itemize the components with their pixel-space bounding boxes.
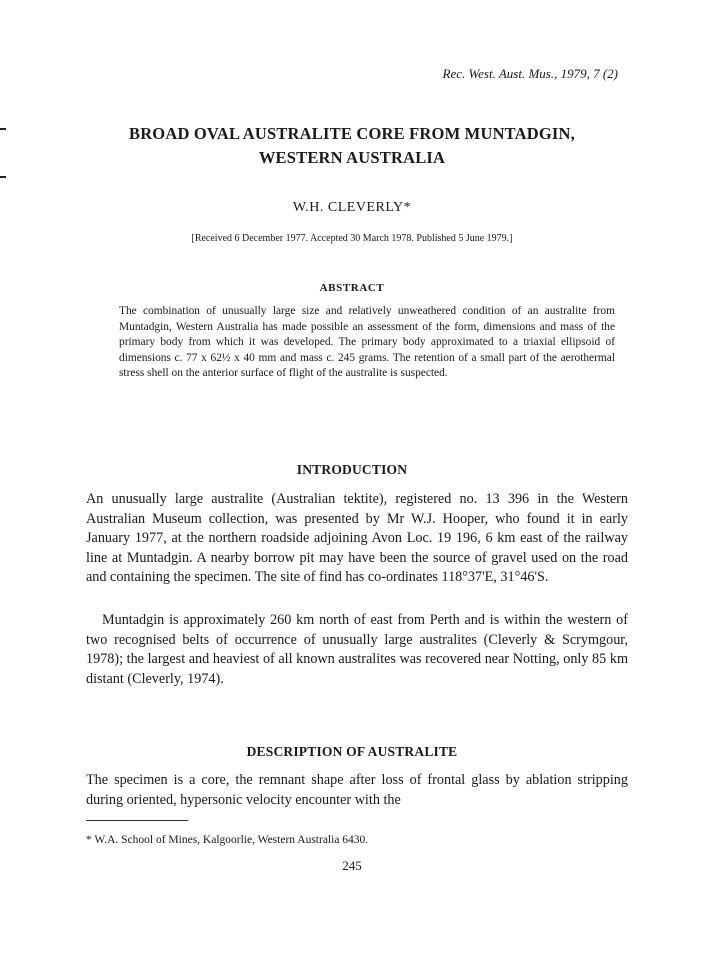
introduction-heading: INTRODUCTION: [296, 462, 408, 477]
footnote: * W.A. School of Mines, Kalgoorlie, Western Australia 6430.: [86, 834, 369, 846]
scan-edge-mark: [0, 176, 6, 178]
introduction-paragraph-1: An unusually large australite (Australian tektite), registered no. 13 396 in the Western Australian Museum collection, was presented by Mr W.J. Hooper, who found it in early January 1977, at the northern roadside adjoining Avon Loc. 19 196, 6 km east of the railway line at Muntadgin. A nearby borrow pit may have been the source of gravel used on the road and containing the specimen. The site of find has co-ordinates 118°37'E, 31°46'S.: [86, 491, 628, 586]
scan-top-edge-marks: [0, 0, 704, 6]
abstract-heading: ABSTRACT: [319, 282, 385, 294]
title-line-2: WESTERN AUSTRALIA: [258, 148, 446, 167]
abstract-text: The combination of unusually large size and relatively unweathered condition of an australite from Muntadgin, Western Australia has made possible an assessment of the form, dimensions and mass of the primary body from which it was developed. The primary body approximated to a triaxial ellipsoid of dimensions c. 77 x 62½ x 40 mm and mass c. 245 grams. The retention of a small part of the aerothermal stress shell on the anterior surface of flight of the australite is suspected.: [119, 305, 615, 380]
author-name: W.H. CLEVERLY*: [292, 200, 412, 215]
description-paragraph-1: The specimen is a core, the remnant shape after loss of frontal glass by ablation stripping during oriented, hypersonic velocity encounter with the: [86, 772, 628, 808]
page-number: 245: [342, 858, 362, 873]
journal-reference: Rec. West. Aust. Mus., 1979, 7 (2): [442, 66, 618, 81]
title-line-1: BROAD OVAL AUSTRALITE CORE FROM MUNTADGIN,: [128, 124, 575, 143]
received-dates: [Received 6 December 1977. Accepted 30 March 1978. Published 5 June 1979.]: [191, 233, 513, 244]
article-title: [0, 122, 704, 170]
introduction-paragraph-2: Muntadgin is approximately 260 km north of east from Perth and is within the western of two recognised belts of occurrence of unusually large australites (Cleverly & Scrymgour, 1978); the largest and heaviest of all known australites was recovered near Notting, only 85 km distant (Cleverly, 1974).: [86, 612, 628, 687]
description-heading: DESCRIPTION OF AUSTRALITE: [246, 744, 458, 759]
footnote-rule: [86, 820, 188, 821]
